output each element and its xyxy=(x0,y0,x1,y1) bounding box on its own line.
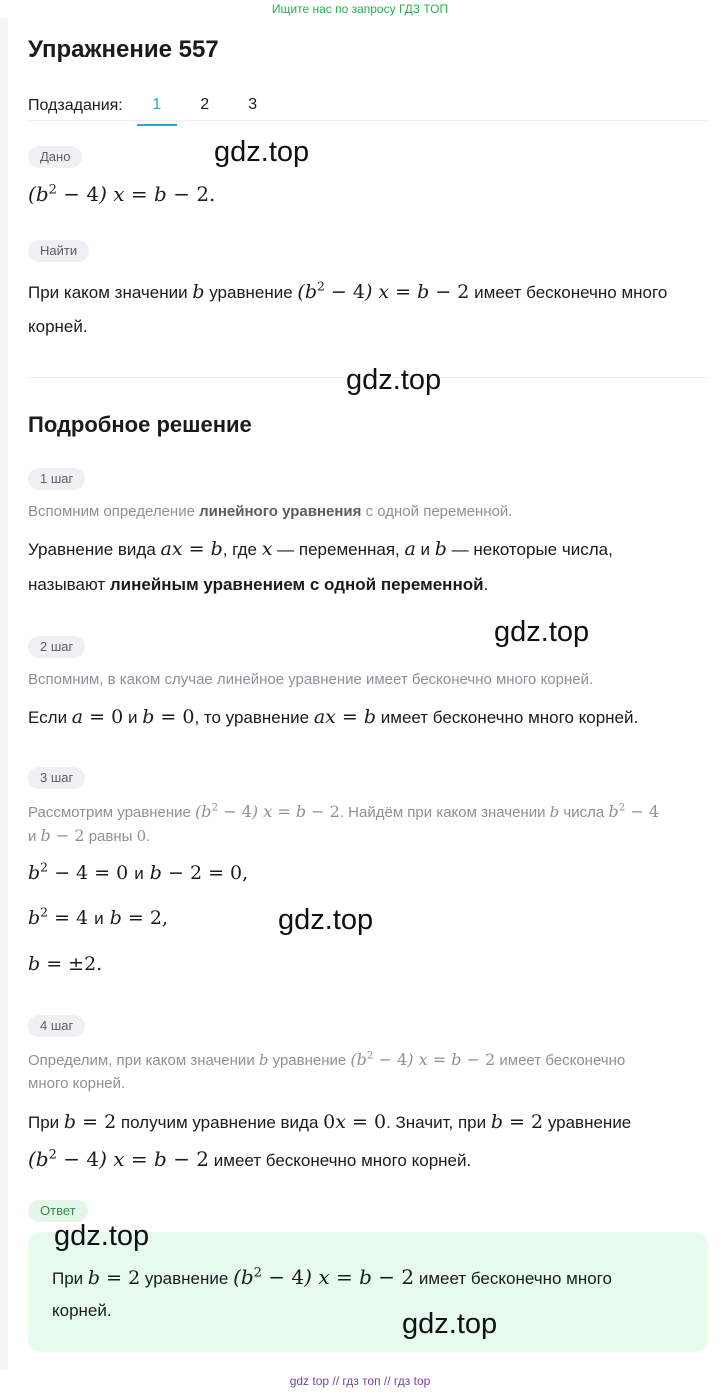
footer-links[interactable]: gdz top // гдз топ // гдз top xyxy=(289,1374,431,1388)
given-formula: $(b^2 - 4) x = b - 2$. xyxy=(28,182,216,206)
subtask-tab-3[interactable]: 3 xyxy=(248,96,258,113)
step-1-hint: Вспомним определение линейного уравнения с одной переменной. xyxy=(28,503,513,520)
subtasks-nav xyxy=(28,90,281,122)
answer-label: Ответ xyxy=(28,1200,88,1222)
solution-title: Подробное решение xyxy=(28,412,252,437)
subtasks-label: Подзадания: xyxy=(28,97,123,114)
step-4-label: 4 шаг xyxy=(28,1015,85,1037)
step-1-line1: Уравнение вида ax = b, где x — переменная, a и b — некоторые числа, xyxy=(28,538,613,560)
watermark: gdz.top xyxy=(346,364,442,396)
divider xyxy=(28,120,708,121)
step-2-hint: Вспомним, в каком случае линейное уравнение имеет бесконечно много корней. xyxy=(28,671,594,688)
step-3-label: 3 шаг xyxy=(28,767,85,789)
step-1-line2: называют линейным уравнением с одной переменной. xyxy=(28,575,489,594)
subtask-tab-1[interactable]: 1 xyxy=(137,94,177,126)
step-4-hint-line2: много корней. xyxy=(28,1075,126,1092)
step-3-line1: $b^2 - 4 = 0$ и b − 2 = 0, xyxy=(28,860,249,884)
watermark: gdz.top xyxy=(54,1220,150,1252)
step-3-line3: b = ±2. xyxy=(28,953,103,975)
step-4-line2: $(b^2 - 4) x = b - 2$ имеет бесконечно много корней. xyxy=(28,1147,472,1171)
step-3-hint-line1: Рассмотрим уравнение $(b^2 - 4) x = b - 2$. Найдём при каком значении b числа $b^2 - 4$ xyxy=(28,801,660,821)
watermark: gdz.top xyxy=(214,136,310,168)
step-4-hint-line1: Определим, при каком значении b уравнение $(b^2 - 4) x = b - 2$ имеет бесконечно xyxy=(28,1049,626,1069)
search-banner: Ищите нас по запросу ГДЗ ТОП xyxy=(271,2,449,16)
find-label: Найти xyxy=(28,240,89,262)
step-1-label: 1 шаг xyxy=(28,468,85,490)
step-3-line2: $b^2 = 4$ и b = 2, xyxy=(28,905,169,929)
step-3-hint-line2: и b − 2 равны 0. xyxy=(28,826,151,845)
left-rail xyxy=(0,18,8,1370)
watermark: gdz.top xyxy=(402,1308,498,1340)
watermark: gdz.top xyxy=(494,616,590,648)
watermark: gdz.top xyxy=(278,904,374,936)
answer-line1: При b = 2 уравнение $(b^2 - 4) x = b - 2$ имеет бесконечно много xyxy=(52,1265,612,1289)
subtask-tab-2[interactable]: 2 xyxy=(200,96,210,113)
answer-line2: корней. xyxy=(52,1301,112,1320)
step-2-line1: Если a = 0 и b = 0, то уравнение ax = b имеет бесконечно много корней. xyxy=(28,706,639,728)
given-label: Дано xyxy=(28,146,82,168)
find-question: При каком значении b уравнение $(b^2 - 4) x = b - 2$ имеет бесконечно много xyxy=(28,279,668,303)
step-2-label: 2 шаг xyxy=(28,636,85,658)
step-4-line1: При b = 2 получим уравнение вида 0x = 0. Значит, при b = 2 уравнение xyxy=(28,1111,632,1133)
find-question-line2: корней. xyxy=(28,317,88,336)
page-title: Упражнение 557 xyxy=(28,36,219,63)
